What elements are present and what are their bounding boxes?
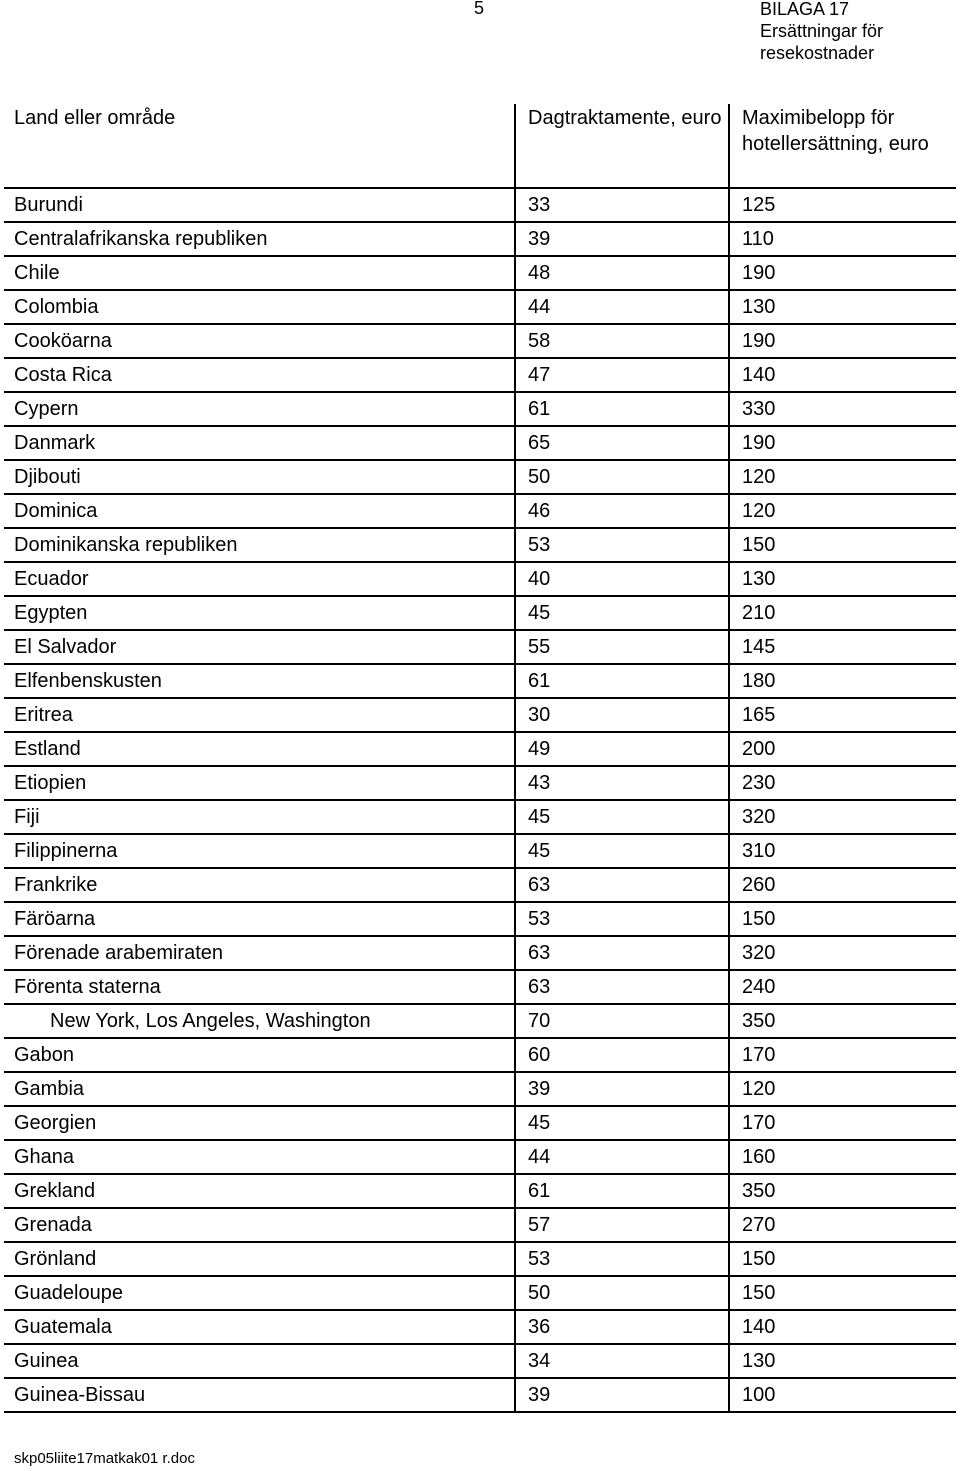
cell-hotel-maximum: 110 (729, 222, 956, 256)
cell-hotel-maximum: 165 (729, 698, 956, 732)
cell-country: Filippinerna (4, 834, 515, 868)
cell-daily-allowance: 30 (515, 698, 729, 732)
table-row (4, 1004, 956, 1038)
cell-country: Förenade arabemiraten (4, 936, 515, 970)
cell-country: Förenta staterna (4, 970, 515, 1004)
cell-country: Elfenbenskusten (4, 664, 515, 698)
cell-country: New York, Los Angeles, Washington (4, 1004, 515, 1038)
cell-daily-allowance: 39 (515, 1072, 729, 1106)
cell-daily-allowance: 47 (515, 358, 729, 392)
table-row (4, 1310, 956, 1344)
table-row (4, 1344, 956, 1378)
cell-hotel-maximum: 130 (729, 562, 956, 596)
column-header-hotel-maximum: Maximibelopp för hotellersättning, euro (729, 104, 956, 188)
cell-hotel-maximum: 210 (729, 596, 956, 630)
table-row (4, 868, 956, 902)
table-row (4, 562, 956, 596)
footer-filename: skp05liite17matkak01 r.doc (14, 1450, 195, 1467)
cell-hotel-maximum: 145 (729, 630, 956, 664)
cell-daily-allowance: 63 (515, 868, 729, 902)
annex-heading (760, 0, 883, 64)
table-row (4, 800, 956, 834)
cell-hotel-maximum: 120 (729, 494, 956, 528)
cell-country: Grönland (4, 1242, 515, 1276)
cell-hotel-maximum: 100 (729, 1378, 956, 1412)
table-row (4, 1140, 956, 1174)
cell-daily-allowance: 34 (515, 1344, 729, 1378)
table-row (4, 630, 956, 664)
cell-daily-allowance: 58 (515, 324, 729, 358)
table-row (4, 596, 956, 630)
cell-daily-allowance: 50 (515, 1276, 729, 1310)
annex-subtitle-line1: Ersättningar för (760, 21, 884, 41)
cell-country: Ecuador (4, 562, 515, 596)
cell-daily-allowance: 44 (515, 1140, 729, 1174)
cell-country: Guatemala (4, 1310, 515, 1344)
cell-daily-allowance: 57 (515, 1208, 729, 1242)
cell-country: Etiopien (4, 766, 515, 800)
cell-country: Guinea (4, 1344, 515, 1378)
table-row (4, 324, 956, 358)
cell-daily-allowance: 60 (515, 1038, 729, 1072)
table-row (4, 1106, 956, 1140)
table-row (4, 1072, 956, 1106)
cell-country: Egypten (4, 596, 515, 630)
cell-country: Ghana (4, 1140, 515, 1174)
column-header-country: Land eller område (4, 104, 515, 188)
cell-daily-allowance: 49 (515, 732, 729, 766)
table-row (4, 698, 956, 732)
cell-country: Gambia (4, 1072, 515, 1106)
cell-hotel-maximum: 150 (729, 1276, 956, 1310)
table-row (4, 528, 956, 562)
cell-country: Gabon (4, 1038, 515, 1072)
cell-hotel-maximum: 330 (729, 392, 956, 426)
annex-subtitle-line2: resekostnader (760, 43, 875, 63)
cell-daily-allowance: 61 (515, 1174, 729, 1208)
table-row (4, 834, 956, 868)
annex-title: BILAGA 17 (760, 0, 850, 19)
cell-hotel-maximum: 180 (729, 664, 956, 698)
cell-country: Cypern (4, 392, 515, 426)
cell-hotel-maximum: 170 (729, 1038, 956, 1072)
cell-daily-allowance: 44 (515, 290, 729, 324)
cell-hotel-maximum: 150 (729, 902, 956, 936)
cell-hotel-maximum: 150 (729, 528, 956, 562)
table-row (4, 358, 956, 392)
cell-country: Dominikanska republiken (4, 528, 515, 562)
cell-hotel-maximum: 120 (729, 460, 956, 494)
table-row (4, 1208, 956, 1242)
cell-daily-allowance: 61 (515, 664, 729, 698)
cell-country: Colombia (4, 290, 515, 324)
table-row (4, 970, 956, 1004)
cell-hotel-maximum: 130 (729, 1344, 956, 1378)
cell-country: Eritrea (4, 698, 515, 732)
cell-hotel-maximum: 190 (729, 324, 956, 358)
cell-country: Centralafrikanska republiken (4, 222, 515, 256)
cell-hotel-maximum: 260 (729, 868, 956, 902)
cell-hotel-maximum: 270 (729, 1208, 956, 1242)
cell-hotel-maximum: 350 (729, 1174, 956, 1208)
table-body (4, 188, 956, 1412)
cell-country: Georgien (4, 1106, 515, 1140)
cell-daily-allowance: 53 (515, 1242, 729, 1276)
cell-daily-allowance: 65 (515, 426, 729, 460)
cell-hotel-maximum: 130 (729, 290, 956, 324)
cell-daily-allowance: 33 (515, 188, 729, 222)
cell-hotel-maximum: 120 (729, 1072, 956, 1106)
cell-hotel-maximum: 230 (729, 766, 956, 800)
table-row (4, 392, 956, 426)
cell-hotel-maximum: 190 (729, 256, 956, 290)
table-row (4, 664, 956, 698)
allowance-table (4, 104, 956, 1413)
table-row (4, 732, 956, 766)
table-row (4, 1174, 956, 1208)
cell-daily-allowance: 39 (515, 1378, 729, 1412)
cell-daily-allowance: 45 (515, 834, 729, 868)
table-row (4, 766, 956, 800)
cell-country: Guadeloupe (4, 1276, 515, 1310)
cell-hotel-maximum: 310 (729, 834, 956, 868)
table-row (4, 902, 956, 936)
cell-daily-allowance: 63 (515, 970, 729, 1004)
cell-country: Djibouti (4, 460, 515, 494)
cell-daily-allowance: 39 (515, 222, 729, 256)
cell-hotel-maximum: 240 (729, 970, 956, 1004)
table-row (4, 188, 956, 222)
cell-country: Guinea-Bissau (4, 1378, 515, 1412)
cell-country: Burundi (4, 188, 515, 222)
cell-daily-allowance: 63 (515, 936, 729, 970)
cell-daily-allowance: 46 (515, 494, 729, 528)
cell-country: Costa Rica (4, 358, 515, 392)
table-row (4, 222, 956, 256)
cell-daily-allowance: 53 (515, 902, 729, 936)
cell-daily-allowance: 43 (515, 766, 729, 800)
cell-hotel-maximum: 140 (729, 358, 956, 392)
table-row (4, 1242, 956, 1276)
cell-country: Danmark (4, 426, 515, 460)
table-row (4, 426, 956, 460)
cell-daily-allowance: 45 (515, 1106, 729, 1140)
cell-country: El Salvador (4, 630, 515, 664)
cell-daily-allowance: 48 (515, 256, 729, 290)
table-row (4, 460, 956, 494)
cell-hotel-maximum: 320 (729, 800, 956, 834)
cell-hotel-maximum: 125 (729, 188, 956, 222)
page-number: 5 (474, 0, 485, 18)
cell-daily-allowance: 50 (515, 460, 729, 494)
table-row (4, 1038, 956, 1072)
cell-country: Cooköarna (4, 324, 515, 358)
cell-hotel-maximum: 190 (729, 426, 956, 460)
table-row (4, 494, 956, 528)
cell-daily-allowance: 70 (515, 1004, 729, 1038)
cell-country: Fiji (4, 800, 515, 834)
table-row (4, 1378, 956, 1412)
cell-hotel-maximum: 320 (729, 936, 956, 970)
cell-country: Färöarna (4, 902, 515, 936)
cell-daily-allowance: 45 (515, 800, 729, 834)
cell-hotel-maximum: 160 (729, 1140, 956, 1174)
cell-daily-allowance: 40 (515, 562, 729, 596)
cell-country: Frankrike (4, 868, 515, 902)
cell-country: Estland (4, 732, 515, 766)
cell-daily-allowance: 55 (515, 630, 729, 664)
cell-daily-allowance: 61 (515, 392, 729, 426)
table-row (4, 256, 956, 290)
column-header-daily-allowance: Dagtraktamente, euro (515, 104, 729, 188)
cell-hotel-maximum: 150 (729, 1242, 956, 1276)
cell-hotel-maximum: 140 (729, 1310, 956, 1344)
table-row (4, 936, 956, 970)
cell-daily-allowance: 45 (515, 596, 729, 630)
cell-hotel-maximum: 170 (729, 1106, 956, 1140)
table-header-row (4, 104, 956, 188)
cell-country: Chile (4, 256, 515, 290)
cell-country: Dominica (4, 494, 515, 528)
cell-country: Grenada (4, 1208, 515, 1242)
cell-hotel-maximum: 200 (729, 732, 956, 766)
cell-daily-allowance: 36 (515, 1310, 729, 1344)
cell-daily-allowance: 53 (515, 528, 729, 562)
cell-hotel-maximum: 350 (729, 1004, 956, 1038)
table-row (4, 1276, 956, 1310)
cell-country: Grekland (4, 1174, 515, 1208)
table-row (4, 290, 956, 324)
